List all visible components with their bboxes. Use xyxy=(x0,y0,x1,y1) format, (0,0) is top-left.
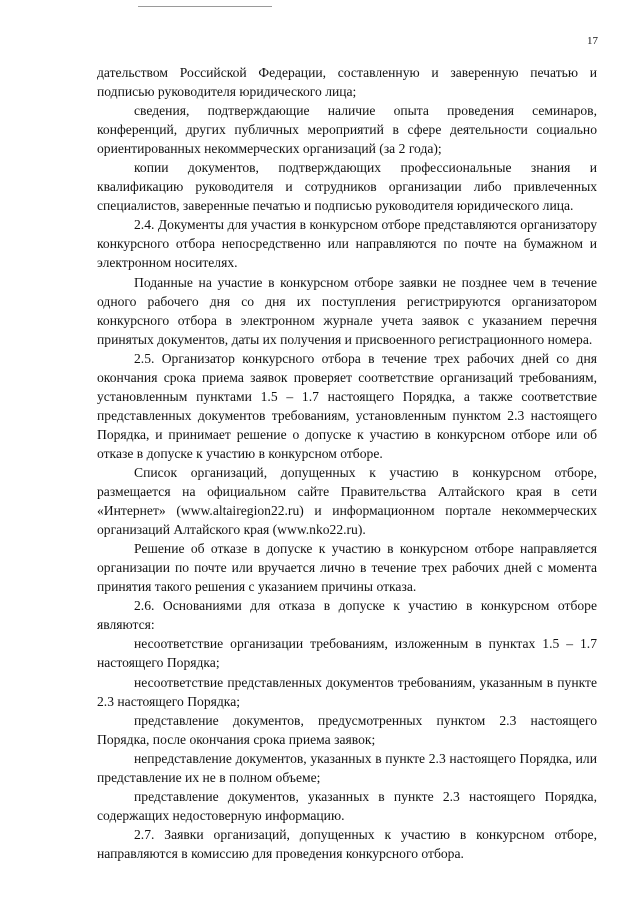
document-body xyxy=(97,63,597,863)
paragraph: Список организаций, допущенных к участию в конкурсном отборе, размещается на официальном сайте Правительства Алтайского края в сети «Интернет» (www.altairegion22.ru) и информационном портале некоммерческих организаций Алтайского края (www.nko22.ru). xyxy=(97,464,597,538)
paragraph: Решение об отказе в допуске к участию в конкурсном отборе направляется организации по почте или вручается лично в течение трех рабочих дней с момента принятия такого решения с указанием причины отказа. xyxy=(97,541,597,595)
paragraph: копии документов, подтверждающих профессиональные знания и квалификацию руководителя и сотрудников организации либо привлеченных специалистов, заверенные печатью и подписью руководителя юридического лица. xyxy=(97,160,597,214)
paragraph: представление документов, предусмотренных пунктом 2.3 настоящего Порядка, после окончания срока приема заявок; xyxy=(97,712,597,747)
paragraph: Поданные на участие в конкурсном отборе заявки не позднее чем в течение одного рабочего дня со дня их поступления регистрируются организатором конкурсного отбора в электронном журнале учета заявок с указанием перечня принятых документов, даты их получения и присвоенного регистрационного номера. xyxy=(97,274,597,347)
paragraph: несоответствие представленных документов требованиям, указанным в пункте 2.3 настоящего Порядка; xyxy=(97,674,597,709)
paragraph: 2.6. Основаниями для отказа в допуске к участию в конкурсном отборе являются: xyxy=(97,598,597,633)
paragraph: 2.4. Документы для участия в конкурсном отборе представляются организатору конкурсного отбора непосредственно или направляются по почте на бумажном и электронном носителях. xyxy=(97,217,597,271)
paragraph: сведения, подтверждающие наличие опыта проведения семинаров, конференций, других публичных мероприятий в сфере деятельности социально ориентированных некоммерческих организаций (за 2 года); xyxy=(97,103,597,157)
paragraph: 2.7. Заявки организаций, допущенных к участию в конкурсном отборе, направляются в комиссию для проведения конкурсного отбора. xyxy=(97,826,597,861)
page-number: 17 xyxy=(587,35,598,47)
top-rule xyxy=(138,6,272,7)
paragraph: несоответствие организации требованиям, изложенным в пунктах 1.5 – 1.7 настоящего Порядка; xyxy=(97,636,597,671)
paragraph: 2.5. Организатор конкурсного отбора в течение трех рабочих дней со дня окончания срока приема заявок проверяет соответствие организаций требованиям, установленным пунктами 1.5 – 1.7 настоящего Порядка, а также соответствие представленных документов требованиям, установленным пунктом 2.3 настоящего Порядка, и принимает решение о допуске к участию в конкурсном отборе или об отказе в допуске к участию в конкурсном отборе. xyxy=(97,350,597,461)
paragraph: представление документов, указанных в пункте 2.3 настоящего Порядка, содержащих недостоверную информацию. xyxy=(97,788,597,823)
paragraph: непредставление документов, указанных в пункте 2.3 настоящего Порядка, или представление их не в полном объеме; xyxy=(97,750,597,785)
paragraph-continued: дательством Российской Федерации, составленную и заверенную печатью и подписью руководителя юридического лица; xyxy=(97,65,597,100)
